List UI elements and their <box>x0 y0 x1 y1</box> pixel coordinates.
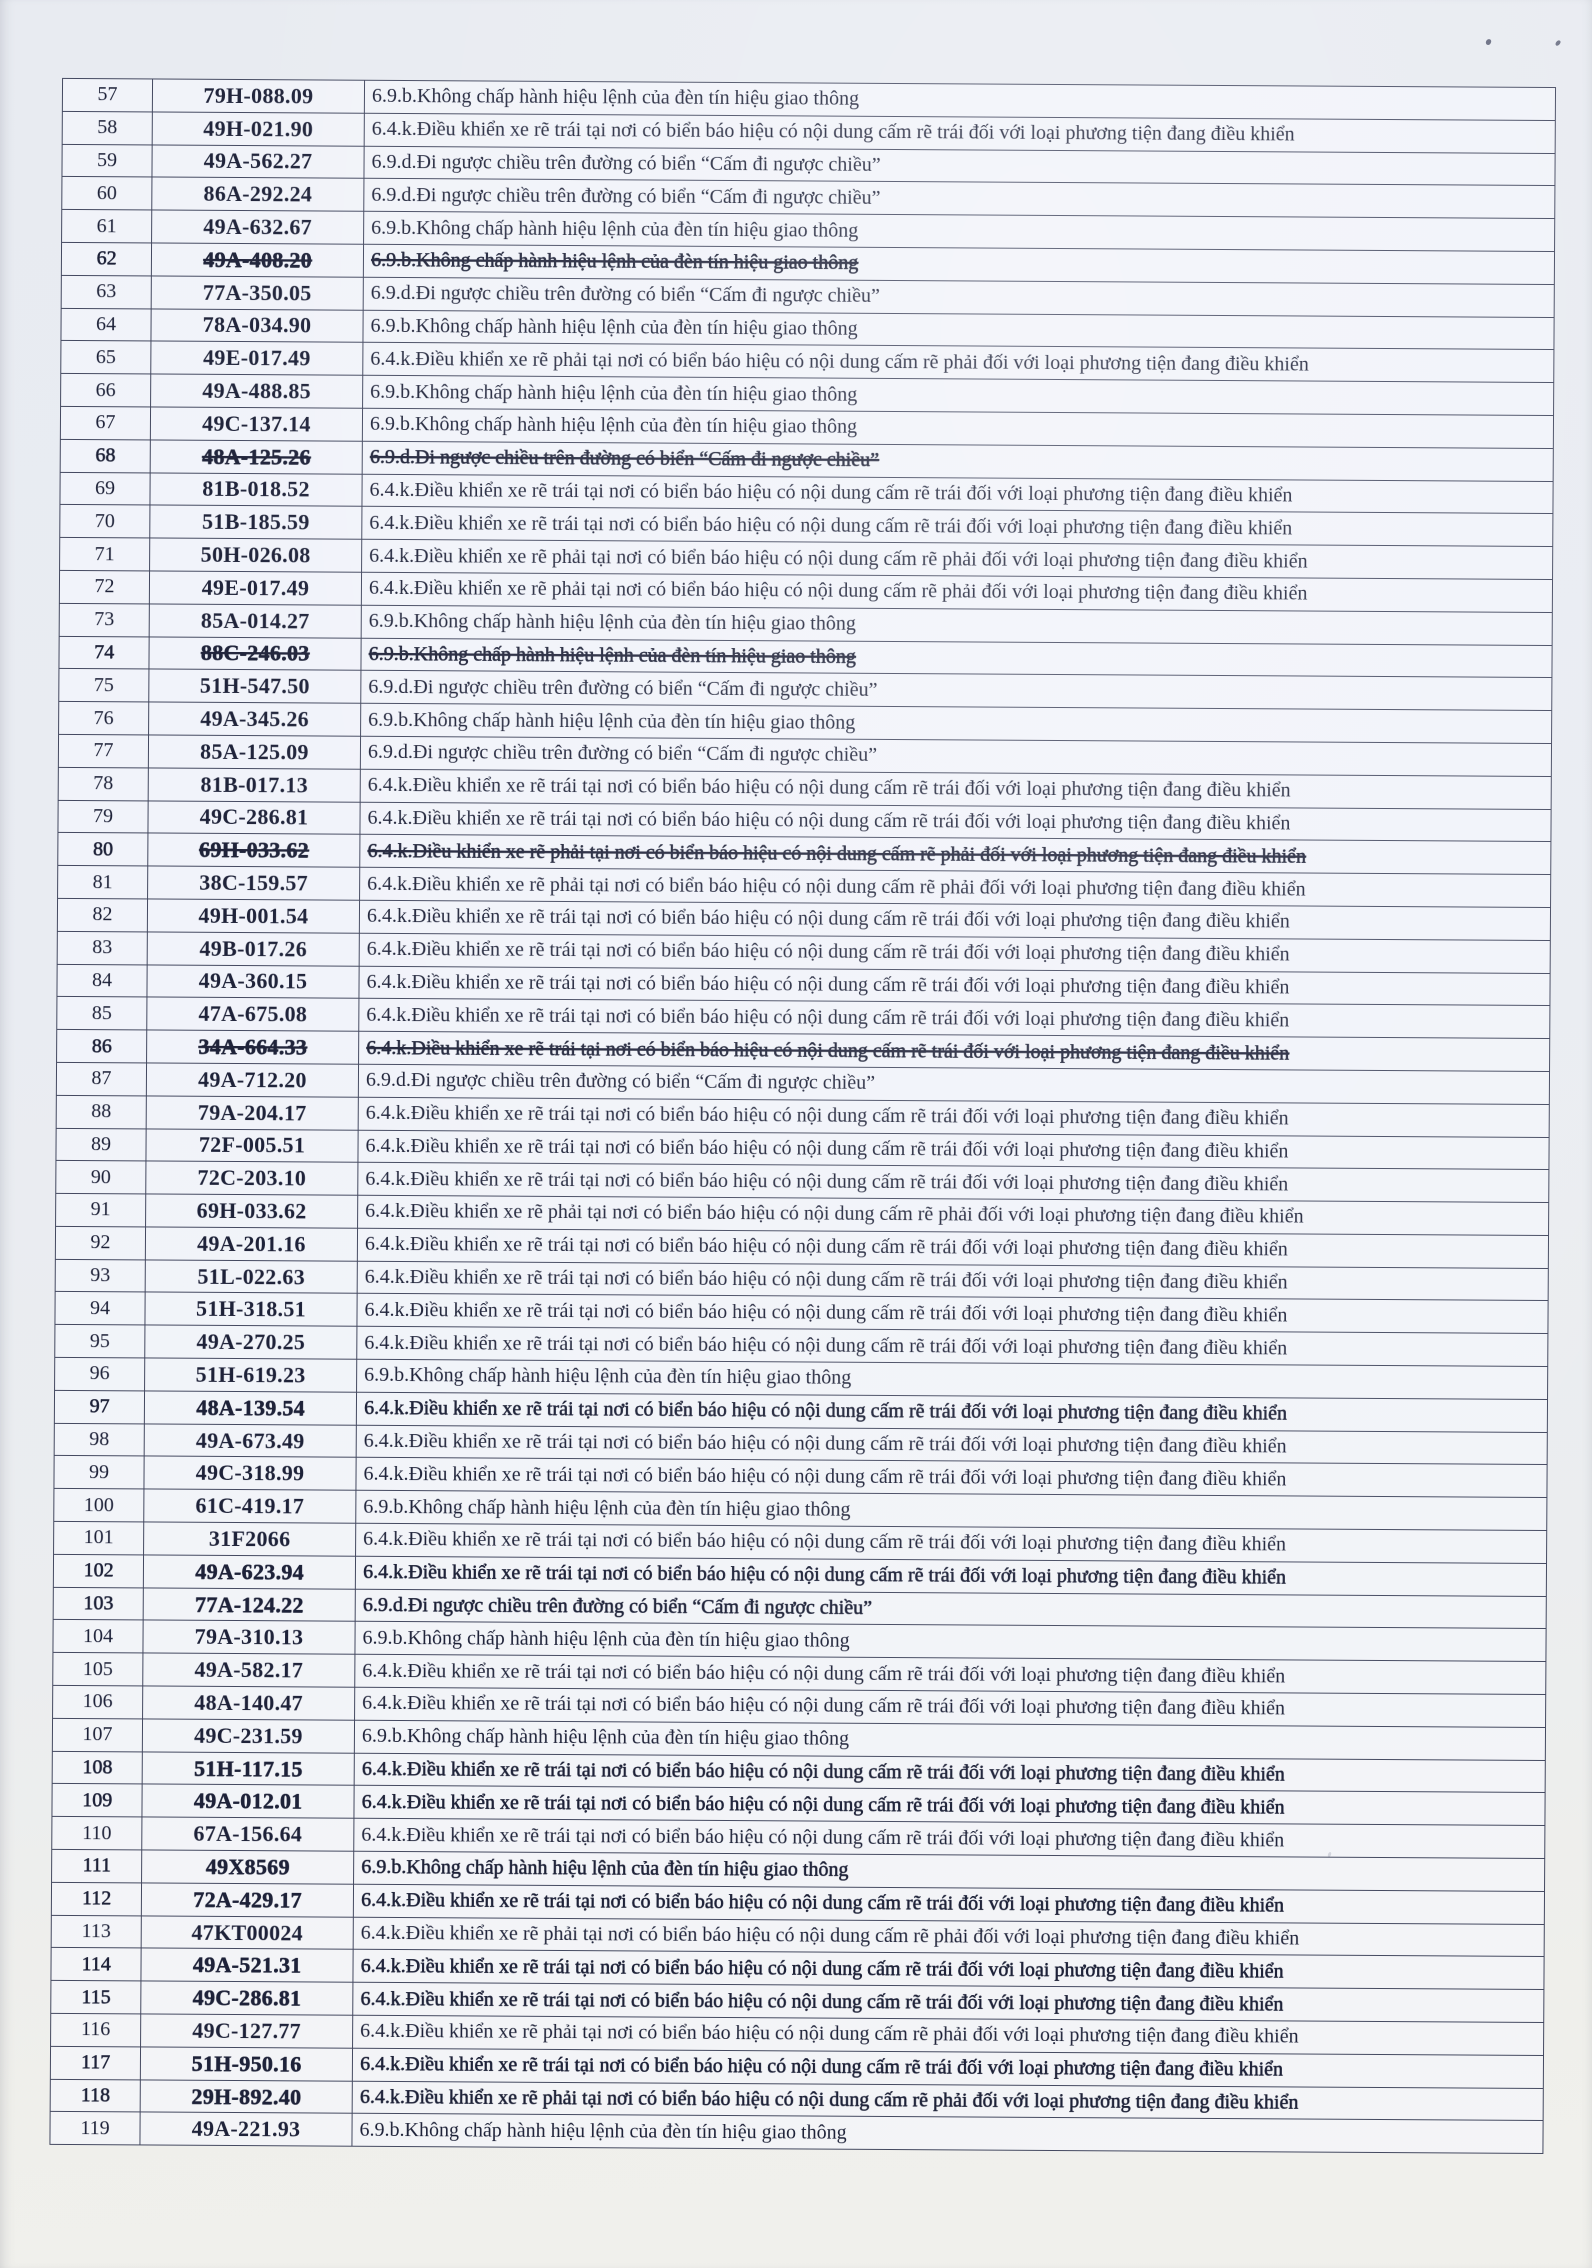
row-number-cell: 117 <box>50 2046 140 2079</box>
violation-description-cell: 6.4.k.Điều khiển xe rẽ trái tại nơi có biển báo hiệu có nội dung cấm rẽ trái đối với loại phương tiện đang điều khiển <box>353 1884 1544 1924</box>
violation-description-cell: 6.4.k.Điều khiển xe rẽ trái tại nơi có biển báo hiệu có nội dung cấm rẽ trái đối với loại phương tiện đang điều khiển <box>359 1031 1550 1071</box>
violation-description-cell: 6.9.d.Đi ngược chiều trên đường có biển “Cấm đi ngược chiều” <box>363 277 1554 317</box>
row-number-cell: 101 <box>54 1521 144 1554</box>
license-plate-cell: 79H-088.09 <box>152 79 364 113</box>
row-number-cell: 86 <box>57 1030 147 1063</box>
violation-description-cell: 6.9.d.Đi ngược chiều trên đường có biển “Cấm đi ngược chiều” <box>360 736 1551 776</box>
violation-description-cell: 6.4.k.Điều khiển xe rẽ trái tại nơi có biển báo hiệu có nội dung cấm rẽ trái đối với loại phương tiện đang điều khiển <box>357 1327 1548 1367</box>
violation-description-cell: 6.9.b.Không chấp hành hiệu lệnh của đèn tín hiệu giao thông <box>361 605 1552 645</box>
violation-description-cell: 6.9.b.Không chấp hành hiệu lệnh của đèn tín hiệu giao thông <box>357 1359 1548 1399</box>
row-number-cell: 66 <box>61 374 151 407</box>
violation-description-cell: 6.4.k.Điều khiển xe rẽ phải tại nơi có biển báo hiệu có nội dung cấm rẽ phải đối với loại phương tiện đang điều khiển <box>361 572 1552 612</box>
license-plate-cell: 77A-350.05 <box>151 276 363 310</box>
license-plate-cell: 78A-034.90 <box>151 309 363 343</box>
license-plate-cell: 49X8569 <box>142 1850 354 1884</box>
row-number-cell: 90 <box>56 1161 146 1194</box>
violation-description-cell: 6.4.k.Điều khiển xe rẽ trái tại nơi có biển báo hiệu có nội dung cấm rẽ trái đối với loại phương tiện đang điều khiển <box>358 1097 1549 1137</box>
violation-description-cell: 6.4.k.Điều khiển xe rẽ trái tại nơi có biển báo hiệu có nội dung cấm rẽ trái đối với loại phương tiện đang điều khiển <box>358 1163 1549 1203</box>
violation-description-cell: 6.9.b.Không chấp hành hiệu lệnh của đèn tín hiệu giao thông <box>354 1720 1545 1760</box>
license-plate-cell: 86A-292.24 <box>152 177 364 211</box>
row-number-cell: 98 <box>54 1423 144 1456</box>
row-number-cell: 115 <box>51 1981 141 2014</box>
row-number-cell: 57 <box>62 78 152 111</box>
license-plate-cell: 79A-204.17 <box>146 1096 358 1130</box>
row-number-cell: 69 <box>60 472 150 505</box>
license-plate-cell: 49C-286.81 <box>148 800 360 834</box>
license-plate-cell: 51H-547.50 <box>149 669 361 703</box>
violation-description-cell: 6.9.d.Đi ngược chiều trên đường có biển “Cấm đi ngược chiều” <box>361 671 1552 711</box>
violation-description-cell: 6.4.k.Điều khiển xe rẽ trái tại nơi có biển báo hiệu có nội dung cấm rẽ trái đối với loại phương tiện đang điều khiển <box>360 802 1551 842</box>
row-number-cell: 87 <box>56 1062 146 1095</box>
license-plate-cell: 61C-419.17 <box>144 1489 356 1523</box>
license-plate-cell: 88C-246.03 <box>149 636 361 670</box>
violation-description-cell: 6.4.k.Điều khiển xe rẽ phải tại nơi có biển báo hiệu có nội dung cấm rẽ phải đối với loại phương tiện đang điều khiển <box>352 2081 1543 2121</box>
license-plate-cell: 50H-026.08 <box>150 538 362 572</box>
violation-description-cell: 6.9.b.Không chấp hành hiệu lệnh của đèn tín hiệu giao thông <box>361 638 1552 678</box>
violation-description-cell: 6.4.k.Điều khiển xe rẽ trái tại nơi có biển báo hiệu có nội dung cấm rẽ trái đối với loại phương tiện đang điều khiển <box>358 1130 1549 1170</box>
row-number-cell: 60 <box>62 177 152 210</box>
row-number-cell: 76 <box>59 702 149 735</box>
license-plate-cell: 49A-623.94 <box>143 1555 355 1589</box>
license-plate-cell: 67A-156.64 <box>142 1817 354 1851</box>
license-plate-cell: 49A-562.27 <box>152 145 364 179</box>
license-plate-cell: 49E-017.49 <box>151 341 363 375</box>
license-plate-cell: 48A-140.47 <box>143 1686 355 1720</box>
violation-description-cell: 6.4.k.Điều khiển xe rẽ trái tại nơi có biển báo hiệu có nội dung cấm rẽ trái đối với loại phương tiện đang điều khiển <box>355 1556 1546 1596</box>
violation-description-cell: 6.4.k.Điều khiển xe rẽ trái tại nơi có biển báo hiệu có nội dung cấm rẽ trái đối với loại phương tiện đang điều khiển <box>359 900 1550 940</box>
violation-description-cell: 6.4.k.Điều khiển xe rẽ trái tại nơi có biển báo hiệu có nội dung cấm rẽ trái đối với loại phương tiện đang điều khiển <box>356 1425 1547 1465</box>
row-number-cell: 70 <box>60 505 150 538</box>
license-plate-cell: 49C-318.99 <box>144 1456 356 1490</box>
row-number-cell: 67 <box>60 406 150 439</box>
row-number-cell: 68 <box>60 439 150 472</box>
violation-description-cell: 6.9.b.Không chấp hành hiệu lệnh của đèn tín hiệu giao thông <box>356 1490 1547 1530</box>
row-number-cell: 119 <box>50 2112 140 2145</box>
license-plate-cell: 69H-033.62 <box>148 833 360 867</box>
license-plate-cell: 49A-012.01 <box>142 1784 354 1818</box>
violation-description-cell: 6.9.b.Không chấp hành hiệu lệnh của đèn tín hiệu giao thông <box>352 2114 1543 2154</box>
license-plate-cell: 69H-033.62 <box>146 1194 358 1228</box>
ink-speck <box>1485 38 1492 45</box>
violation-description-cell: 6.4.k.Điều khiển xe rẽ trái tại nơi có biển báo hiệu có nội dung cấm rẽ trái đối với loại phương tiện đang điều khiển <box>357 1228 1548 1268</box>
license-plate-cell: 49H-001.54 <box>147 899 359 933</box>
violation-description-cell: 6.4.k.Điều khiển xe rẽ trái tại nơi có biển báo hiệu có nội dung cấm rẽ trái đối với loại phương tiện đang điều khiển <box>362 474 1553 514</box>
violation-description-cell: 6.4.k.Điều khiển xe rẽ trái tại nơi có biển báo hiệu có nội dung cấm rẽ trái đối với loại phương tiện đang điều khiển <box>353 1982 1544 2022</box>
violation-description-cell: 6.4.k.Điều khiển xe rẽ trái tại nơi có biển báo hiệu có nội dung cấm rẽ trái đối với loại phương tiện đang điều khiển <box>359 966 1550 1006</box>
license-plate-cell: 51H-117.15 <box>142 1752 354 1786</box>
row-number-cell: 97 <box>54 1390 144 1423</box>
license-plate-cell: 77A-124.22 <box>143 1588 355 1622</box>
violation-description-cell: 6.4.k.Điều khiển xe rẽ phải tại nơi có biển báo hiệu có nội dung cấm rẽ phải đối với loại phương tiện đang điều khiển <box>360 835 1551 875</box>
row-number-cell: 65 <box>61 341 151 374</box>
license-plate-cell: 51H-318.51 <box>145 1292 357 1326</box>
row-number-cell: 99 <box>54 1456 144 1489</box>
violation-description-cell: 6.9.b.Không chấp hành hiệu lệnh của đèn tín hiệu giao thông <box>354 1851 1545 1891</box>
row-number-cell: 79 <box>58 800 148 833</box>
violation-description-cell: 6.4.k.Điều khiển xe rẽ trái tại nơi có biển báo hiệu có nội dung cấm rẽ trái đối với loại phương tiện đang điều khiển <box>359 999 1550 1039</box>
row-number-cell: 83 <box>57 931 147 964</box>
license-plate-cell: 48A-125.26 <box>150 440 362 474</box>
row-number-cell: 102 <box>53 1554 143 1587</box>
violation-description-cell: 6.9.d.Đi ngược chiều trên đường có biển “Cấm đi ngược chiều” <box>364 179 1555 219</box>
violation-description-cell: 6.4.k.Điều khiển xe rẽ trái tại nơi có biển báo hiệu có nội dung cấm rẽ trái đối với loại phương tiện đang điều khiển <box>355 1687 1546 1727</box>
license-plate-cell: 51L-022.63 <box>145 1260 357 1294</box>
violation-description-cell: 6.9.b.Không chấp hành hiệu lệnh của đèn tín hiệu giao thông <box>363 310 1554 350</box>
license-plate-cell: 49A-582.17 <box>143 1653 355 1687</box>
violation-description-cell: 6.4.k.Điều khiển xe rẽ phải tại nơi có biển báo hiệu có nội dung cấm rẽ phải đối với loại phương tiện đang điều khiển <box>358 1195 1549 1235</box>
row-number-cell: 108 <box>52 1751 142 1784</box>
row-number-cell: 109 <box>52 1784 142 1817</box>
violation-description-cell: 6.4.k.Điều khiển xe rẽ phải tại nơi có biển báo hiệu có nội dung cấm rẽ phải đối với loại phương tiện đang điều khiển <box>353 1917 1544 1957</box>
license-plate-cell: 34A-664.33 <box>147 1030 359 1064</box>
license-plate-cell: 49A-221.93 <box>140 2112 352 2146</box>
row-number-cell: 82 <box>57 898 147 931</box>
license-plate-cell: 72C-203.10 <box>146 1161 358 1195</box>
row-number-cell: 93 <box>55 1259 145 1292</box>
violation-description-cell: 6.9.d.Đi ngược chiều trên đường có biển “Cấm đi ngược chiều” <box>362 441 1553 481</box>
license-plate-cell: 49A-673.49 <box>144 1424 356 1458</box>
violation-description-cell: 6.4.k.Điều khiển xe rẽ trái tại nơi có biển báo hiệu có nội dung cấm rẽ trái đối với loại phương tiện đang điều khiển <box>360 769 1551 809</box>
row-number-cell: 114 <box>51 1948 141 1981</box>
license-plate-cell: 49A-521.31 <box>141 1948 353 1982</box>
license-plate-cell: 85A-014.27 <box>149 604 361 638</box>
violation-description-cell: 6.4.k.Điều khiển xe rẽ trái tại nơi có biển báo hiệu có nội dung cấm rẽ trái đối với loại phương tiện đang điều khiển <box>356 1523 1547 1563</box>
license-plate-cell: 49C-286.81 <box>141 1981 353 2015</box>
row-number-cell: 96 <box>55 1357 145 1390</box>
license-plate-cell: 81B-018.52 <box>150 473 362 507</box>
row-number-cell: 100 <box>54 1489 144 1522</box>
license-plate-cell: 49A-360.15 <box>147 964 359 998</box>
violation-description-cell: 6.4.k.Điều khiển xe rẽ phải tại nơi có biển báo hiệu có nội dung cấm rẽ phải đối với loại phương tiện đang điều khiển <box>362 539 1553 579</box>
violation-description-cell: 6.4.k.Điều khiển xe rẽ phải tại nơi có biển báo hiệu có nội dung cấm rẽ phải đối với loại phương tiện đang điều khiển <box>363 343 1554 383</box>
license-plate-cell: 47KT00024 <box>141 1916 353 1950</box>
row-number-cell: 64 <box>61 308 151 341</box>
violation-table-body <box>50 78 1556 2153</box>
row-number-cell: 89 <box>56 1128 146 1161</box>
license-plate-cell: 49C-127.77 <box>141 2014 353 2048</box>
violation-description-cell: 6.9.d.Đi ngược chiều trên đường có biển “Cấm đi ngược chiều” <box>355 1589 1546 1629</box>
row-number-cell: 81 <box>58 866 148 899</box>
row-number-cell: 80 <box>58 833 148 866</box>
violation-description-cell: 6.9.b.Không chấp hành hiệu lệnh của đèn tín hiệu giao thông <box>363 244 1554 284</box>
violation-description-cell: 6.4.k.Điều khiển xe rẽ trái tại nơi có biển báo hiệu có nội dung cấm rẽ trái đối với loại phương tiện đang điều khiển <box>364 113 1555 153</box>
violation-description-cell: 6.9.b.Không chấp hành hiệu lệnh của đèn tín hiệu giao thông <box>361 703 1552 743</box>
row-number-cell: 84 <box>57 964 147 997</box>
row-number-cell: 63 <box>61 275 151 308</box>
license-plate-cell: 79A-310.13 <box>143 1620 355 1654</box>
violation-description-cell: 6.9.b.Không chấp hành hiệu lệnh của đèn tín hiệu giao thông <box>355 1622 1546 1662</box>
license-plate-cell: 49A-632.67 <box>152 210 364 244</box>
row-number-cell: 105 <box>53 1653 143 1686</box>
row-number-cell: 95 <box>55 1325 145 1358</box>
license-plate-cell: 49A-345.26 <box>149 702 361 736</box>
row-number-cell: 112 <box>51 1882 141 1915</box>
violation-description-cell: 6.4.k.Điều khiển xe rẽ trái tại nơi có biển báo hiệu có nội dung cấm rẽ trái đối với loại phương tiện đang điều khiển <box>356 1392 1547 1432</box>
violation-description-cell: 6.9.b.Không chấp hành hiệu lệnh của đèn tín hiệu giao thông <box>362 408 1553 448</box>
license-plate-cell: 49E-017.49 <box>149 571 361 605</box>
license-plate-cell: 29H-892.40 <box>140 2080 352 2114</box>
violation-description-cell: 6.4.k.Điều khiển xe rẽ trái tại nơi có biển báo hiệu có nội dung cấm rẽ trái đối với loại phương tiện đang điều khiển <box>353 1950 1544 1990</box>
violation-description-cell: 6.9.d.Đi ngược chiều trên đường có biển “Cấm đi ngược chiều” <box>364 146 1555 186</box>
license-plate-cell: 49C-137.14 <box>150 407 362 441</box>
row-number-cell: 74 <box>59 636 149 669</box>
violation-description-cell: 6.4.k.Điều khiển xe rẽ trái tại nơi có biển báo hiệu có nội dung cấm rẽ trái đối với loại phương tiện đang điều khiển <box>357 1261 1548 1301</box>
row-number-cell: 71 <box>60 538 150 571</box>
row-number-cell: 103 <box>53 1587 143 1620</box>
row-number-cell: 73 <box>59 603 149 636</box>
violation-description-cell: 6.4.k.Điều khiển xe rẽ trái tại nơi có biển báo hiệu có nội dung cấm rẽ trái đối với loại phương tiện đang điều khiển <box>362 507 1553 547</box>
license-plate-cell: 72F-005.51 <box>146 1128 358 1162</box>
ink-speck <box>1555 39 1562 46</box>
violation-description-cell: 6.4.k.Điều khiển xe rẽ trái tại nơi có biển báo hiệu có nội dung cấm rẽ trái đối với loại phương tiện đang điều khiển <box>352 2048 1543 2088</box>
row-number-cell: 111 <box>52 1849 142 1882</box>
row-number-cell: 72 <box>59 570 149 603</box>
license-plate-cell: 51H-619.23 <box>145 1358 357 1392</box>
row-number-cell: 106 <box>53 1685 143 1718</box>
row-number-cell: 77 <box>58 734 148 767</box>
license-plate-cell: 49B-017.26 <box>147 932 359 966</box>
violation-description-cell: 6.4.k.Điều khiển xe rẽ trái tại nơi có biển báo hiệu có nội dung cấm rẽ trái đối với loại phương tiện đang điều khiển <box>357 1294 1548 1334</box>
row-number-cell: 116 <box>51 2013 141 2046</box>
license-plate-cell: 31F2066 <box>144 1522 356 1556</box>
row-number-cell: 62 <box>61 242 151 275</box>
license-plate-cell: 81B-017.13 <box>148 768 360 802</box>
license-plate-cell: 51B-185.59 <box>150 505 362 539</box>
license-plate-cell: 47A-675.08 <box>147 997 359 1031</box>
row-number-cell: 110 <box>52 1817 142 1850</box>
violation-description-cell: 6.4.k.Điều khiển xe rẽ phải tại nơi có biển báo hiệu có nội dung cấm rẽ phải đối với loại phương tiện đang điều khiển <box>353 2015 1544 2055</box>
row-number-cell: 88 <box>56 1095 146 1128</box>
license-plate-cell: 72A-429.17 <box>141 1883 353 1917</box>
license-plate-cell: 49C-231.59 <box>142 1719 354 1753</box>
row-number-cell: 78 <box>58 767 148 800</box>
license-plate-cell: 49A-201.16 <box>145 1227 357 1261</box>
violation-description-cell: 6.4.k.Điều khiển xe rẽ phải tại nơi có biển báo hiệu có nội dung cấm rẽ phải đối với loại phương tiện đang điều khiển <box>360 867 1551 907</box>
row-number-cell: 58 <box>62 111 152 144</box>
violation-description-cell: 6.4.k.Điều khiển xe rẽ trái tại nơi có biển báo hiệu có nội dung cấm rẽ trái đối với loại phương tiện đang điều khiển <box>354 1818 1545 1858</box>
row-number-cell: 75 <box>59 669 149 702</box>
row-number-cell: 61 <box>62 210 152 243</box>
violation-description-cell: 6.4.k.Điều khiển xe rẽ trái tại nơi có biển báo hiệu có nội dung cấm rẽ trái đối với loại phương tiện đang điều khiển <box>359 933 1550 973</box>
row-number-cell: 118 <box>50 2079 140 2112</box>
violation-table <box>49 78 1556 2154</box>
violation-description-cell: 6.4.k.Điều khiển xe rẽ trái tại nơi có biển báo hiệu có nội dung cấm rẽ trái đối với loại phương tiện đang điều khiển <box>355 1654 1546 1694</box>
violation-description-cell: 6.4.k.Điều khiển xe rẽ trái tại nơi có biển báo hiệu có nội dung cấm rẽ trái đối với loại phương tiện đang điều khiển <box>356 1458 1547 1498</box>
license-plate-cell: 49A-408.20 <box>151 243 363 277</box>
license-plate-cell: 85A-125.09 <box>148 735 360 769</box>
row-number-cell: 91 <box>56 1193 146 1226</box>
license-plate-cell: 51H-950.16 <box>140 2047 352 2081</box>
row-number-cell: 92 <box>55 1226 145 1259</box>
violation-description-cell: 6.4.k.Điều khiển xe rẽ trái tại nơi có biển báo hiệu có nội dung cấm rẽ trái đối với loại phương tiện đang điều khiển <box>354 1753 1545 1793</box>
row-number-cell: 85 <box>57 997 147 1030</box>
license-plate-cell: 48A-139.54 <box>144 1391 356 1425</box>
license-plate-cell: 49A-712.20 <box>146 1063 358 1097</box>
violation-description-cell: 6.4.k.Điều khiển xe rẽ trái tại nơi có biển báo hiệu có nội dung cấm rẽ trái đối với loại phương tiện đang điều khiển <box>354 1786 1545 1826</box>
license-plate-cell: 38C-159.57 <box>148 866 360 900</box>
violation-description-cell: 6.9.d.Đi ngược chiều trên đường có biển “Cấm đi ngược chiều” <box>358 1064 1549 1104</box>
violation-description-cell: 6.9.b.Không chấp hành hiệu lệnh của đèn tín hiệu giao thông <box>364 211 1555 251</box>
violation-description-cell: 6.9.b.Không chấp hành hiệu lệnh của đèn tín hiệu giao thông <box>363 375 1554 415</box>
row-number-cell: 94 <box>55 1292 145 1325</box>
violation-description-cell: 6.9.b.Không chấp hành hiệu lệnh của đèn tín hiệu giao thông <box>364 80 1555 120</box>
row-number-cell: 59 <box>62 144 152 177</box>
row-number-cell: 104 <box>53 1620 143 1653</box>
row-number-cell: 107 <box>52 1718 142 1751</box>
row-number-cell: 113 <box>51 1915 141 1948</box>
license-plate-cell: 49H-021.90 <box>152 112 364 146</box>
license-plate-cell: 49A-270.25 <box>145 1325 357 1359</box>
license-plate-cell: 49A-488.85 <box>151 374 363 408</box>
